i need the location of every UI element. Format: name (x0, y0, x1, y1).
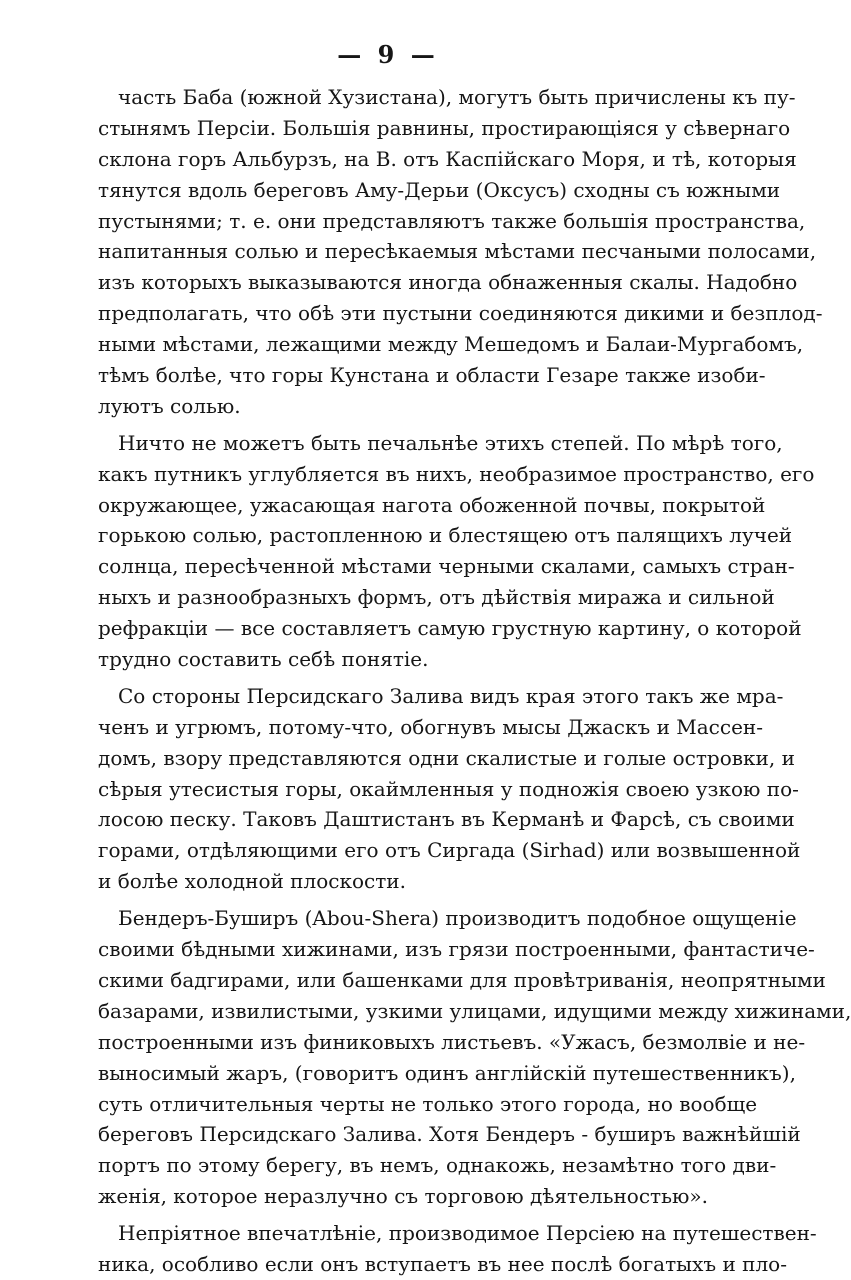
text-line: выносимый жаръ, (говоритъ одинъ англійскій путешественникъ), (98, 1060, 796, 1085)
text-line: и болѣе холодной плоскости. (98, 869, 406, 894)
text-line: ными мѣстами, лежащими между Мешедомъ и Балаи-Мургабомъ, (98, 332, 804, 357)
text-line: пустынями; т. е. они представляютъ также большія пространства, (98, 208, 806, 233)
text-line: какъ путникъ углубляется въ нихъ, необразимое пространство, его (98, 461, 815, 486)
text-line: Со стороны Персидскаго Залива видъ края этого такъ же мра- (118, 683, 784, 708)
text-line: базарами, извилистыми, узкими улицами, идущими между хижинами, (98, 998, 851, 1023)
text-line: суть отличительныя черты не только этого города, но вообще (98, 1091, 758, 1116)
text-line: домъ, взору представляются одни скалистые и голые островки, и (98, 745, 795, 770)
page-number: — 9 — (337, 40, 439, 69)
text-line: своими бѣдными хижинами, изъ грязи построенными, фантастиче- (98, 937, 815, 962)
text-line: скими бадгирами, или башенками для провѣтриванія, неопрятными (98, 967, 826, 992)
paragraph (98, 428, 815, 675)
text-line: часть Баба (южной Хузистана), могутъ быть причислены къ пу- (118, 85, 796, 109)
text-line: ченъ и угрюмъ, потому-что, обогнувъ мысы Джаскъ и Массен- (98, 714, 763, 739)
text-line: Бендеръ-Буширъ (Abou-Shera) производитъ подобное ощущеніе (118, 906, 797, 931)
text-line: горькою солью, растопленною и блестящею отъ палящихъ лучей (98, 523, 793, 548)
paragraph (98, 903, 851, 1212)
text-line: напитанныя солью и пересѣкаемыя мѣстами песчаными полосами, (98, 239, 817, 264)
text-line: женія, которое неразлучно съ торговою дѣятельностью». (98, 1184, 708, 1209)
text-line: портъ по этому берегу, въ немъ, однакожь, незамѣтно того дви- (98, 1153, 777, 1178)
text-line: трудно составить себѣ понятіе. (98, 647, 429, 672)
paragraph (98, 681, 801, 897)
text-line: лосою песку. Таковъ Даштистанъ въ Керманѣ и Фарсѣ, съ своими (98, 807, 795, 832)
text-line: тянутся вдоль береговъ Аму-Дерьи (Оксусъ) сходны съ южными (98, 177, 781, 202)
text-line: сѣрыя утесистыя горы, окаймленныя у подножія своею узкою по- (98, 776, 799, 801)
text-line: горами, отдѣляющими его отъ Сиргада (Sirhad) или возвышенной (98, 838, 801, 863)
text-line: стынямъ Персіи. Большія равнины, простирающіяся у сѣвернаго (98, 115, 791, 140)
paragraph (98, 82, 823, 422)
text-line: тѣмъ болѣе, что горы Кунстана и области Гезаре также изоби- (98, 363, 766, 388)
text-line: построенными изъ финиковыхъ листьевъ. «Ужасъ, безмолвіе и не- (98, 1029, 806, 1054)
text-line: изъ которыхъ выказываются иногда обнаженныя скалы. Надобно (98, 270, 798, 295)
text-line: предполагать, что обѣ эти пустыни соединяются дикими и безплод- (98, 301, 823, 326)
text-line: солнца, пересѣченной мѣстами черными скалами, самыхъ стран- (98, 554, 795, 579)
text-line: рефракціи — все составляетъ самую грустную картину, о которой (98, 616, 802, 641)
text-line: береговъ Персидскаго Залива. Хотя Бендеръ - буширъ важнѣйшій (98, 1122, 801, 1147)
text-line: луютъ солью. (98, 393, 241, 418)
body-text (98, 82, 851, 1280)
text-line: Непріятное впечатлѣніе, производимое Персіею на путешествен- (118, 1221, 817, 1246)
text-line: Ничто не можетъ быть печальнѣе этихъ степей. По мѣрѣ того, (118, 430, 783, 455)
paragraph (98, 1218, 817, 1280)
text-line: ника, особливо если онъ вступаетъ въ нее послѣ богатыхъ и пло- (98, 1251, 787, 1276)
text-line: ныхъ и разнообразныхъ формъ, отъ дѣйствія миража и сильной (98, 585, 775, 610)
text-line: склона горъ Альбурзъ, на В. отъ Каспійскаго Моря, и тѣ, которыя (98, 146, 797, 171)
text-line: окружающее, ужасающая нагота обоженной почвы, покрытой (98, 492, 766, 517)
